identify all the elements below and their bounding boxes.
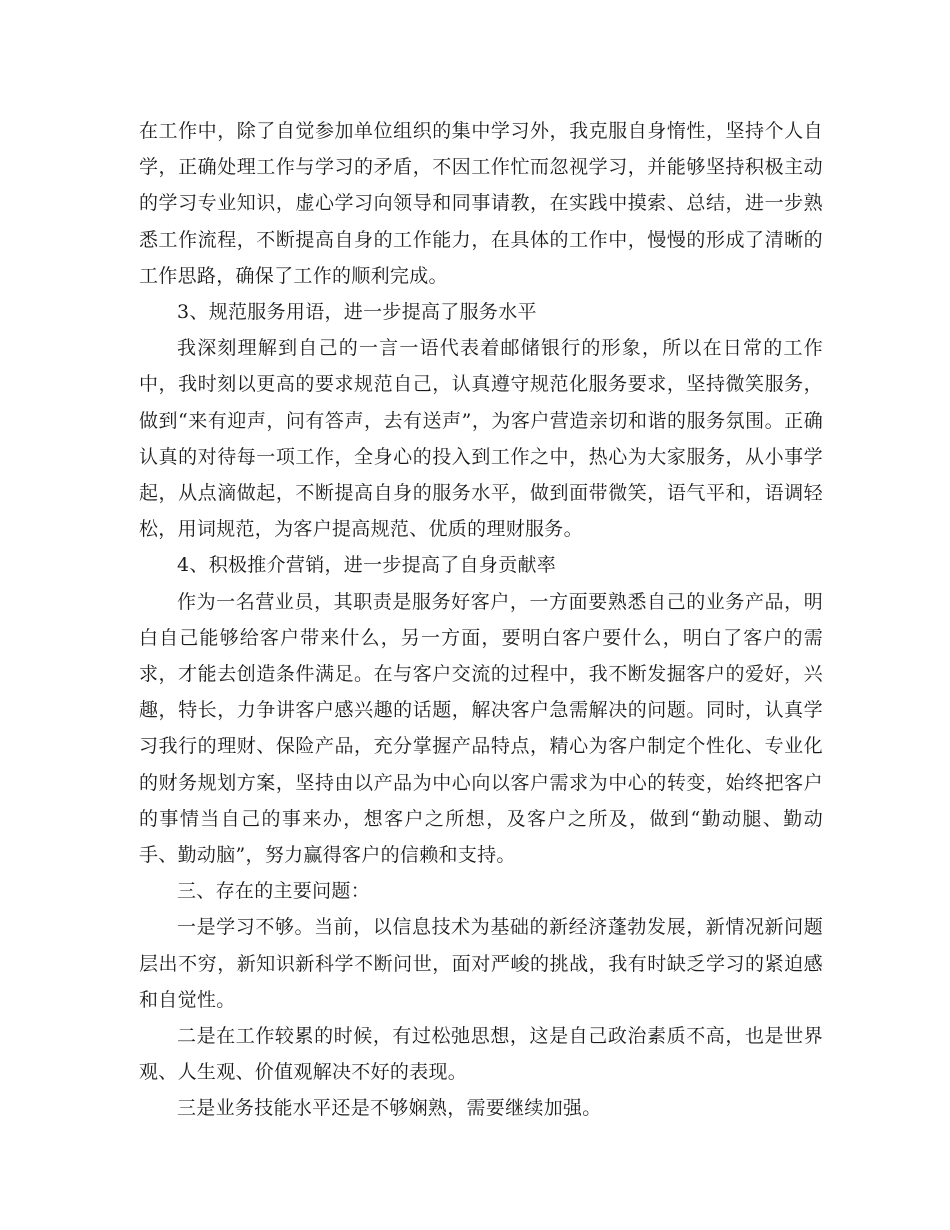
paragraph-problem-2: 二是在工作较累的时候，有过松弛思想，这是自己政治素质不高，也是世界观、人生观、价值观解决不好的表现。 [139, 1025, 823, 1084]
paragraph-problem-1: 一是学习不够。当前，以信息技术为基础的新经济蓬勃发展，新情况新问题层出不穷，新知识新科学不断问世，面对严峻的挑战，我有时缺乏学习的紧迫感和自觉性。 [139, 916, 823, 1011]
paragraph-self-study: 在工作中，除了自觉参加单位组织的集中学习外，我克服自身惰性，坚持个人自学，正确处理工作与学习的矛盾，不因工作忙而忽视学习，并能够坚持积极主动的学习专业知识，虚心学习向领导和同事请教，在实践中摸索、总结，进一步熟悉工作流程，不断提高自身的工作能力，在具体的工作中，慢慢的形成了清晰的工作思路，确保了工作的顺利完成。 [139, 120, 823, 287]
paragraph-service: 我深刻理解到自己的一言一语代表着邮储银行的形象，所以在日常的工作中，我时刻以更高的要求规范自己，认真遵守规范化服务要求，坚持微笑服务，做到“来有迎声，问有答声，去有送声”，为客户营造亲切和谐的服务氛围。正确认真的对待每一项工作，全身心的投入到工作之中，热心为大家服务，从小事学起，从点滴做起，不断提高自身的服务水平，做到面带微笑，语气平和，语调轻松，用词规范，为客户提高规范、优质的理财服务。 [139, 337, 823, 541]
heading-main-problems: 三、存在的主要问题： [177, 880, 371, 903]
heading-service-language: 3、规范服务用语，进一步提高了服务水平 [177, 301, 537, 324]
heading-marketing: 4、积极推介营销，进一步提高了自身贡献率 [177, 554, 557, 577]
document-body [139, 113, 823, 1127]
paragraph-problem-3: 三是业务技能水平还是不够娴熟，需要继续加强。 [177, 1097, 602, 1120]
paragraph-marketing: 作为一名营业员，其职责是服务好客户，一方面要熟悉自己的业务产品，明白自己能够给客户带来什么，另一方面，要明白客户要什么，明白了客户的需求，才能去创造条件满足。在与客户交流的过程中，我不断发掘客户的爱好，兴趣，特长，力争讲客户感兴趣的话题，解决客户急需解决的问题。同时，认真学习我行的理财、保险产品，充分掌握产品特点，精心为客户制定个性化、专业化的财务规划方案，坚持由以产品为中心向以客户需求为中心的转变，始终把客户的事情当自己的事来办，想客户之所想，及客户之所及，做到“勤动腿、勤动手、勤动脑”，努力赢得客户的信赖和支持。 [139, 590, 823, 867]
